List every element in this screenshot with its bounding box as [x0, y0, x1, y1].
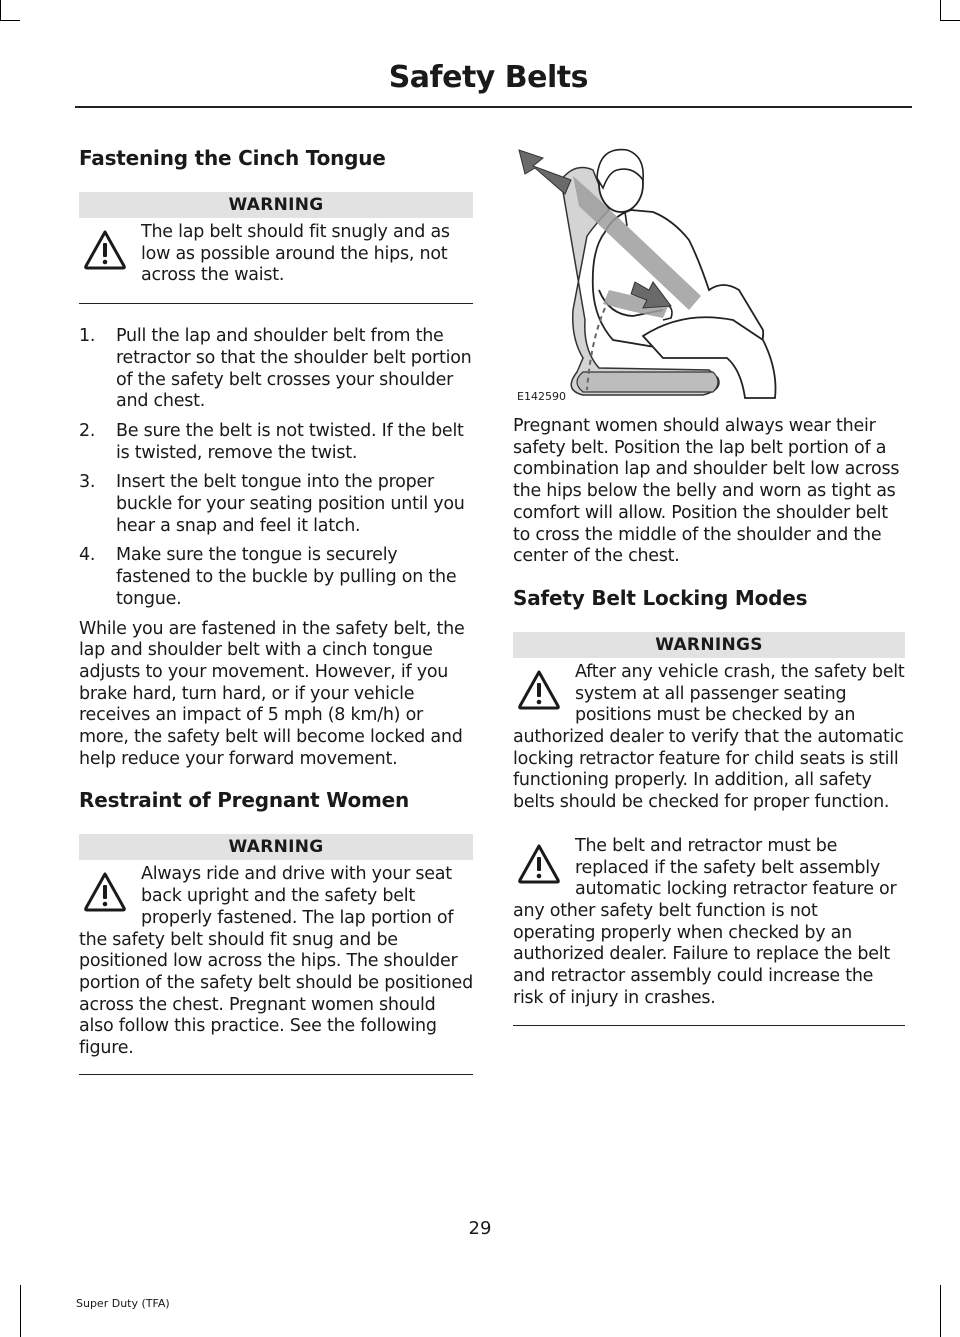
page-number: 29	[468, 1218, 492, 1239]
list-item: 3. Insert the belt tongue into the proper buckle for your seating position until you hear a snap and feel it latch.	[79, 472, 465, 536]
cinch-tongue-heading: Fastening the Cinch Tongue	[79, 146, 386, 170]
pregnant-paragraph: Pregnant women should always wear their safety belt. Position the lap belt portion of a combination lap and shoulder belt low across the hips below the belly and worn as tight as comfort will allow. Position the shoulder belt to cross the middle of the shoulder and the center of the chest.	[513, 416, 900, 567]
footer-model: Super Duty (TFA)	[76, 1297, 170, 1310]
warning-triangle-icon	[83, 228, 127, 272]
warning-triangle-icon	[517, 668, 561, 712]
warning-text: After any vehicle crash, the safety belt system at all passenger seating positions must be checked by an authorized dealer to verify that the automatic locking retractor feature for child seats is still functioning properly. In addition, all safety belts should be checked for proper function.	[513, 661, 905, 813]
header-rule	[75, 106, 912, 108]
list-item: 1. Pull the lap and shoulder belt from the retractor so that the shoulder belt portion of the safety belt crosses your shoulder and chest.	[79, 326, 472, 412]
locking-modes-heading: Safety Belt Locking Modes	[513, 585, 808, 610]
warning-triangle-icon	[83, 870, 127, 914]
pregnant-women-heading: Restraint of Pregnant Women	[79, 788, 410, 813]
crop-mark	[0, 20, 20, 21]
left-column	[79, 140, 473, 1075]
warning-triangle-icon	[517, 842, 561, 886]
list-item: 4. Make sure the tongue is securely fastened to the buckle by pulling on the tongue.	[79, 545, 457, 609]
crop-mark	[940, 0, 941, 20]
warning-text: The belt and retractor must be replaced if the safety belt assembly automatic locking retractor feature or any other safety belt function is not operating properly when checked by an authorized dealer. Failure to replace the belt and retractor assembly could increase the risk of injury in crashes.	[513, 835, 897, 1008]
warning-box-pregnant	[79, 834, 473, 1074]
warning-body	[513, 658, 905, 814]
warning-body	[79, 218, 473, 287]
crop-mark	[940, 20, 960, 21]
pregnant-woman-seatbelt-figure	[513, 140, 905, 405]
right-column	[513, 140, 905, 1026]
warning-text: The lap belt should fit snugly and as low as possible around the hips, not across the waist.	[141, 222, 450, 286]
cinch-steps-list	[79, 326, 473, 610]
warning-body	[79, 860, 473, 1059]
warnings-box-locking	[513, 632, 905, 1027]
warning-box-lap-belt	[79, 192, 473, 304]
warning-end-rule	[513, 1025, 905, 1026]
crop-mark	[0, 0, 1, 20]
warning-end-rule	[79, 1074, 473, 1075]
warnings-heading: WARNINGS	[513, 632, 905, 658]
warning-text: Always ride and drive with your seat back upright and the safety belt properly fastened. The lap portion of the safety belt should fit snug and be positioned low across the hips. The shoulder portion of the safety belt should be positioned across the chest. Pregnant women should also follow this practice. See the following figure.	[79, 864, 473, 1059]
figure-label: E142590	[517, 390, 566, 403]
seatbelt-illustration	[513, 140, 905, 405]
warning-heading: WARNING	[79, 834, 473, 860]
warning-end-rule	[79, 303, 473, 304]
list-item: 2. Be sure the belt is not twisted. If the belt is twisted, remove the twist.	[79, 420, 464, 463]
warning-heading: WARNING	[79, 192, 473, 218]
warning-body	[513, 832, 905, 1010]
crop-mark	[20, 1285, 21, 1337]
cinch-paragraph: While you are fastened in the safety belt, the lap and shoulder belt with a cinch tongue adjusts to your movement. However, if you brake hard, turn hard, or if your vehicle receives an impact of 5 mph (8 km/h) or more, the safety belt will become locked and help reduce your forward movement.	[79, 618, 465, 769]
page-header-title: Safety Belts	[388, 60, 588, 95]
crop-mark	[940, 1285, 941, 1337]
